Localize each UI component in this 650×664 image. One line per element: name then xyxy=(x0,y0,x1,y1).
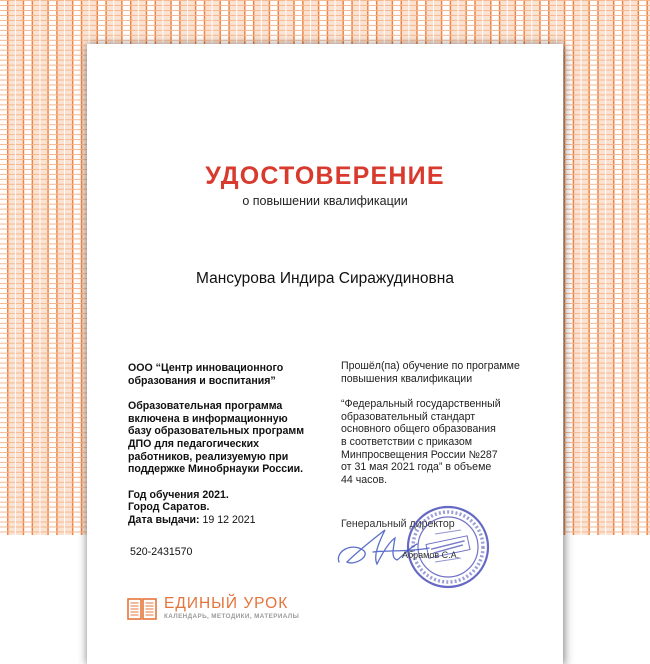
recipient-name: Мансурова Индира Сиражудиновна xyxy=(196,270,454,287)
program-database-note: Образовательная программа включена в информационную базу образовательных программ ДПО для педагогических работников, реализуемую при поддержке Минобрнауки России. xyxy=(128,400,305,476)
issue-details xyxy=(128,489,328,527)
director-name: Абрамов С.А. xyxy=(402,550,460,560)
book-icon xyxy=(127,598,157,620)
certificate-title: УДОСТОВЕРЕНИЕ xyxy=(205,162,445,190)
organization-name: ООО “Центр инновационного образования и воспитания” xyxy=(128,362,284,387)
city: Город Саратов. xyxy=(128,501,210,514)
official-stamp-seal xyxy=(405,504,491,590)
certificate-subtitle: о повышении квалификации xyxy=(242,194,408,208)
issue-date: Дата выдачи: 19 12 2021 xyxy=(128,513,256,526)
certificate-document xyxy=(87,44,563,664)
director-title: Генеральный директор xyxy=(341,518,455,530)
completion-statement: Прошёл(па) обучение по программе повышения квалификации xyxy=(341,360,520,385)
registration-number: 520-2431570 xyxy=(130,546,193,558)
edinyi-urok-logo xyxy=(127,596,299,621)
logo-tagline: КАЛЕНДАРЬ, МЕТОДИКИ, МАТЕРИАЛЫ xyxy=(164,613,300,620)
program-column xyxy=(341,360,541,499)
study-year: Год обучения 2021. xyxy=(128,488,229,501)
logo-name: ЕДИНЫЙ УРОК xyxy=(164,595,289,612)
issuer-column xyxy=(128,362,328,540)
program-title: “Федеральный государственный образовательный стандарт основного общего образования в соответствии с приказом Минпросвещения России №287 от 31 мая 2021 года” в объеме 44 часов. xyxy=(341,398,501,486)
